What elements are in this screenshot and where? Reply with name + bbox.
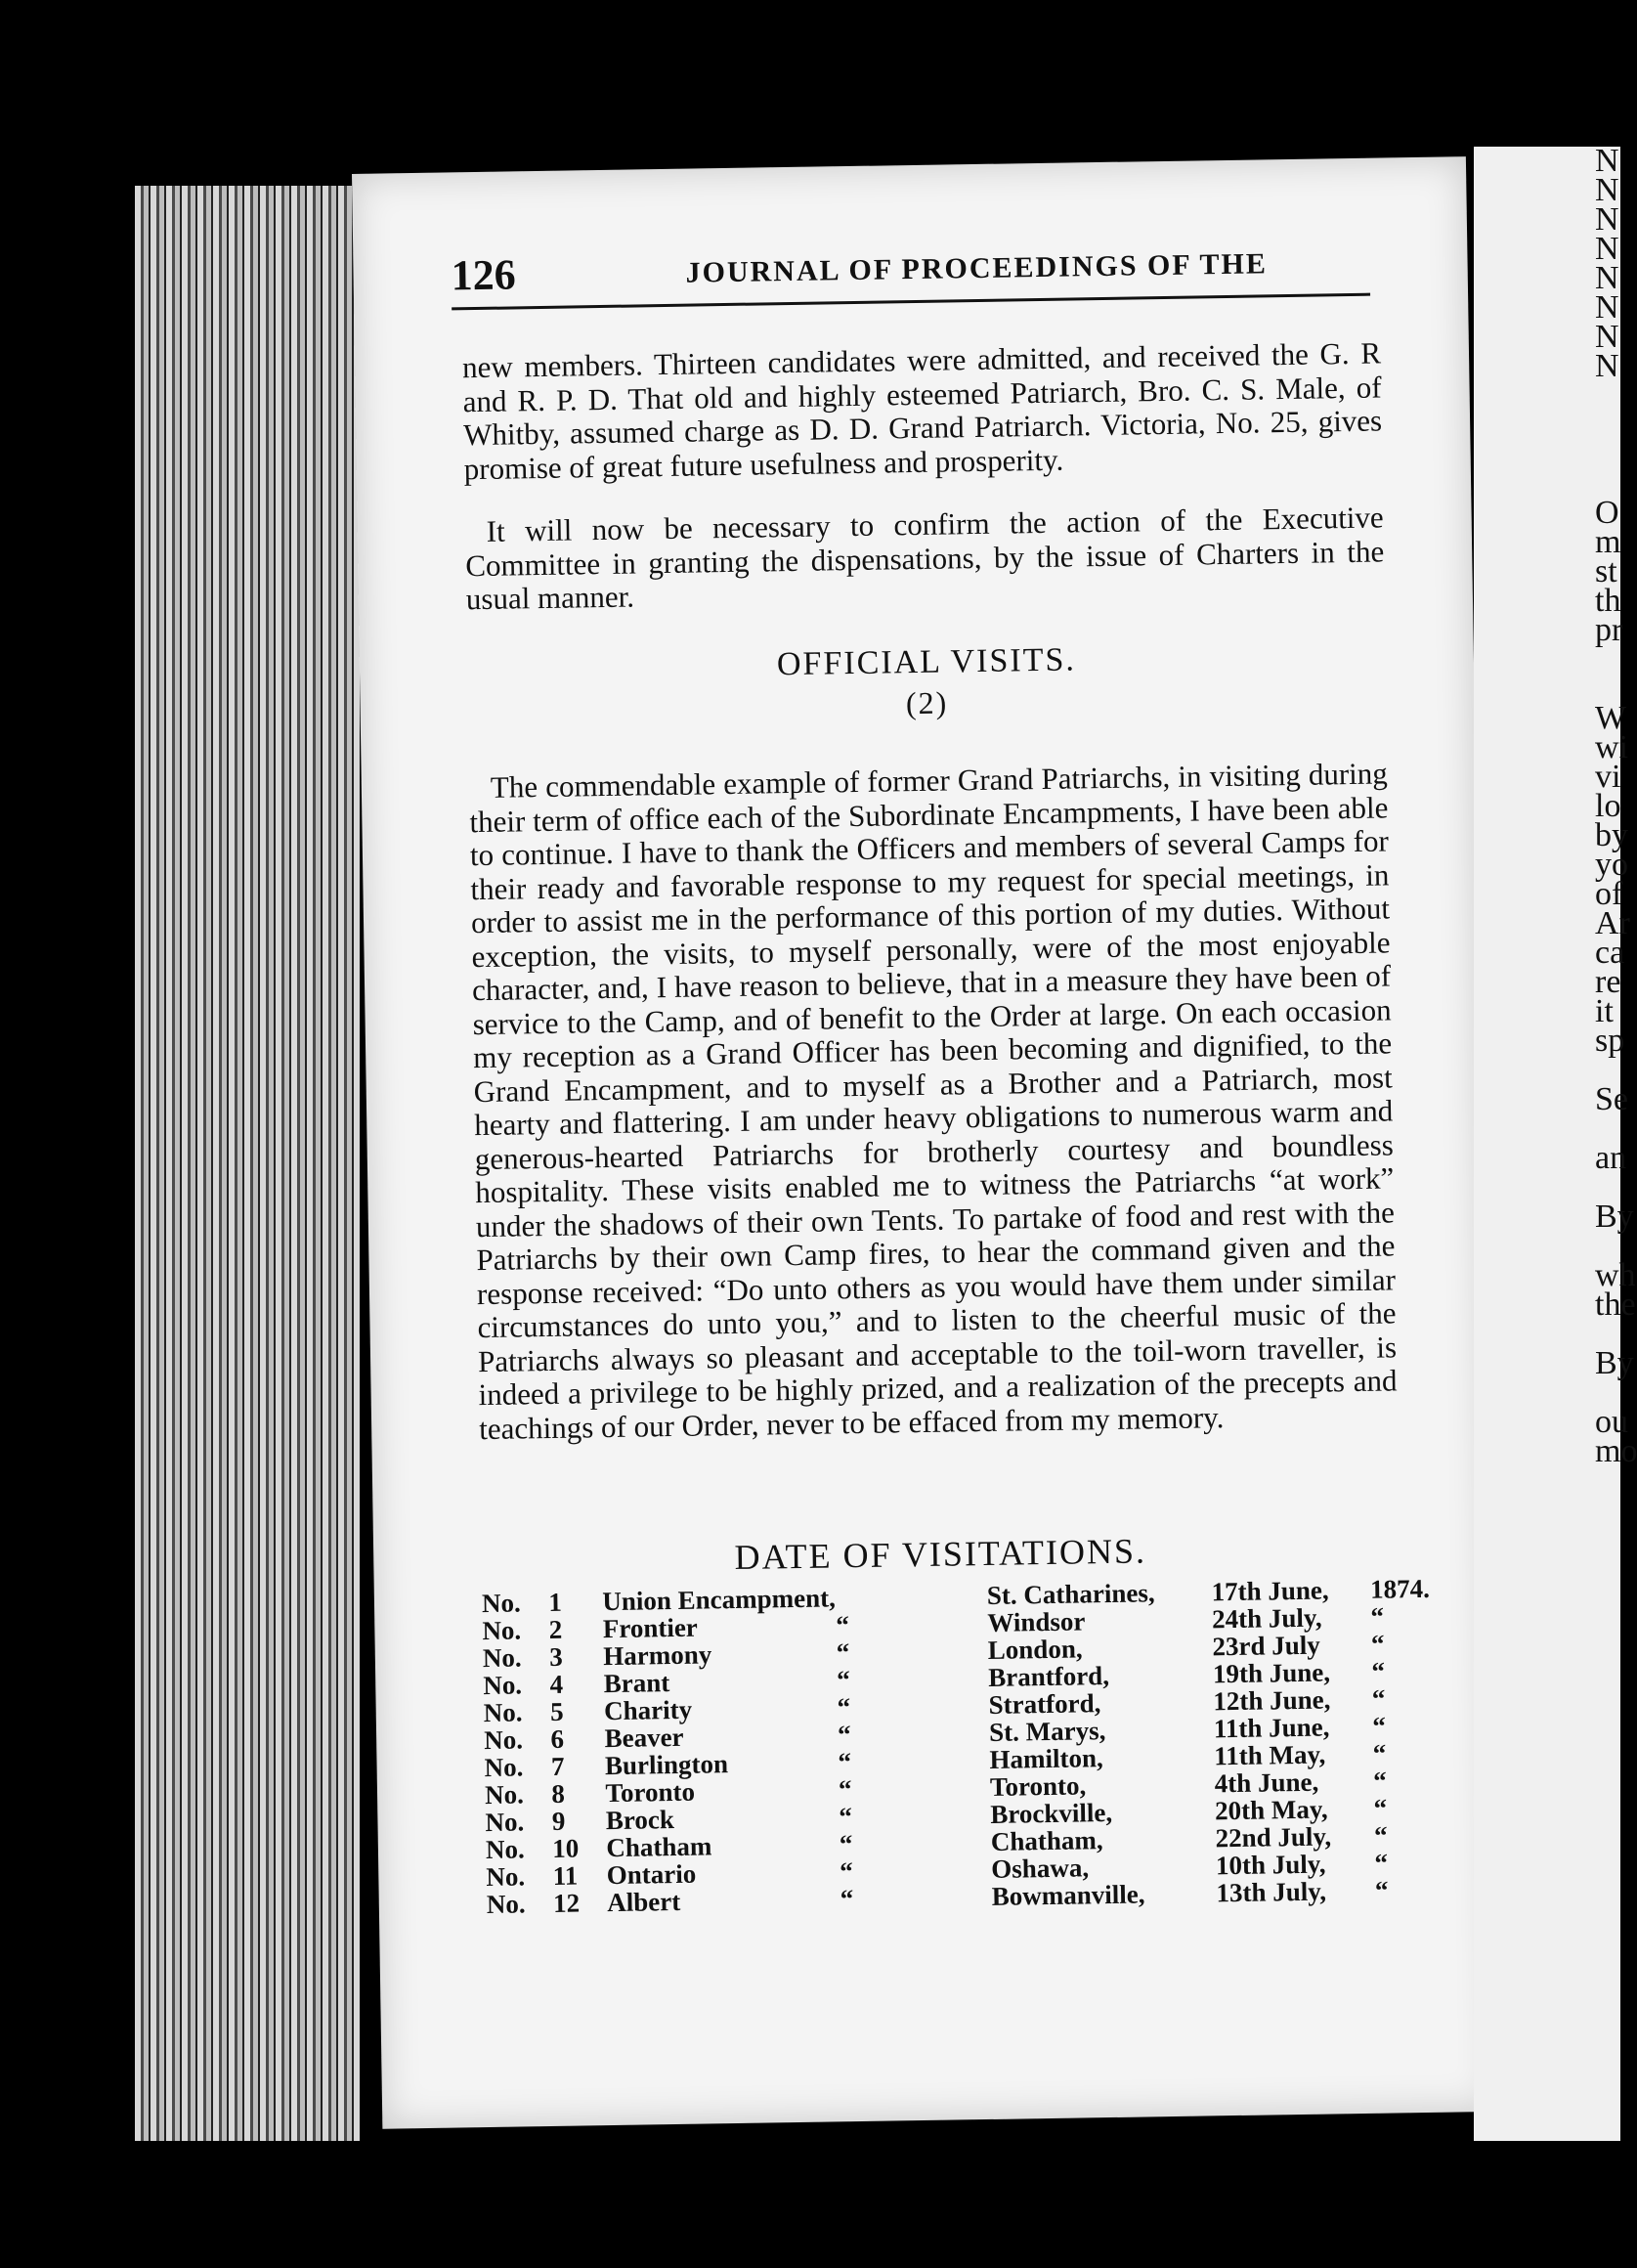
visitations-table: [482, 1574, 1464, 1918]
visit-place: Hamilton,: [989, 1743, 1104, 1774]
visit-year: “: [1371, 1683, 1386, 1714]
visit-date: 20th May,: [1214, 1794, 1328, 1826]
facing-page-line: an: [1595, 1140, 1627, 1176]
facing-page-line: mo: [1595, 1433, 1637, 1469]
encampment-name: Chatham: [606, 1831, 712, 1863]
row-no-label: No.: [483, 1724, 524, 1756]
facing-page-line: by: [1595, 817, 1628, 853]
visit-year: “: [1373, 1820, 1388, 1851]
visit-place: Chatham,: [990, 1825, 1103, 1856]
facing-page-line: st: [1595, 553, 1617, 589]
facing-page-line: m: [1595, 524, 1621, 560]
facing-page-line: wi: [1595, 729, 1628, 765]
encampment-name: Burlington: [604, 1749, 729, 1781]
facing-page-line: ca: [1595, 935, 1625, 971]
ditto-mark: “: [838, 1774, 852, 1805]
ditto-mark: [836, 1582, 987, 1611]
visit-date: 17th June,: [1211, 1575, 1329, 1607]
row-no-label: No.: [482, 1615, 522, 1646]
encampment-number: 2: [548, 1614, 563, 1645]
facing-page-line: re: [1595, 964, 1621, 1000]
encampment-number: 5: [549, 1696, 564, 1727]
facing-page-fragment: [1474, 143, 1637, 2141]
encampment-name: Beaver: [604, 1722, 684, 1754]
visit-date: 10th July,: [1215, 1849, 1326, 1881]
ditto-mark: “: [838, 1747, 852, 1777]
ditto-mark: “: [836, 1637, 850, 1668]
paragraph-charters: It will now be necessary to confirm the action of the Executive Committee in granting the dispensations, by the issue of Charters in the usual manner.: [465, 500, 1385, 617]
visit-date: 13th July,: [1216, 1876, 1327, 1908]
ditto-mark: “: [839, 1802, 853, 1832]
row-no-label: No.: [482, 1642, 522, 1674]
encampment-number: 1: [548, 1587, 563, 1618]
facing-page-line: N: [1595, 231, 1619, 267]
facing-page-line: By: [1595, 1199, 1634, 1235]
facing-page-line: By: [1595, 1345, 1634, 1381]
encampment-name: Ontario: [606, 1858, 697, 1891]
encampment-name: Union Encampment,: [602, 1583, 837, 1617]
row-no-label: No.: [485, 1834, 525, 1865]
facing-page-line: W: [1595, 700, 1627, 736]
visit-place: St. Marys,: [988, 1716, 1106, 1747]
visit-year: “: [1373, 1793, 1388, 1823]
visit-year: “: [1372, 1738, 1387, 1768]
visit-date: 22nd July,: [1215, 1821, 1332, 1854]
page-header: [451, 237, 1370, 310]
visit-year: “: [1374, 1848, 1389, 1878]
encampment-name: Brant: [603, 1668, 670, 1699]
facing-page-line: it: [1595, 993, 1614, 1029]
section-number: (2): [905, 684, 949, 721]
row-no-label: No.: [483, 1697, 523, 1728]
facing-page-line: N: [1595, 260, 1619, 296]
visit-date: 11th June,: [1213, 1712, 1330, 1744]
facing-page-line: Ar: [1595, 905, 1630, 941]
visit-place: Stratford,: [988, 1688, 1101, 1720]
visit-year: “: [1371, 1656, 1386, 1686]
book-page-edges: [135, 186, 360, 2141]
paragraph-official-visits: The commendable example of former Grand Patriarchs, in visiting during their term of office each of the Subordinate Encampments, I have been able to continue. I have to thank the Officers and members of several Camps for their ready and favorable response to my request for special meetings, in order to assist me in the performance of this portion of my duties. Without exception, the visits, to myself personally, were of the most enjoyable character, and, I have reason to believe, that in a measure they have been of service to the Camp, and of benefit to the Order at large. On each occasion my reception as a Grand Officer has been becoming and dignified, to the Grand Encampment, and to myself as a Brother and a Patriarch, most hearty and flattering. I am under heavy obligations to numerous warm and generous-hearted Patriarchs for brotherly courtesy and boundless hospitality. These visits enabled me to witness the Patriarchs “at work” under the shadows of their own Tents. To partake of food and rest with the Patriarchs by their own Camp fires, to hear the command given and the response received: “Do unto others as you would have them under similar circumstances do unto you,” and to listen to the cheerful music of the Patriarchs always so pleasant and acceptable to the toil-worn traveller, is indeed a privilege to be highly prized, and a realization of the precepts and teachings of our Order, never to be effaced from my memory.: [469, 756, 1398, 1446]
encampment-name: Frontier: [602, 1612, 699, 1644]
visit-place: Brockville,: [990, 1797, 1113, 1829]
facing-page-line: sp: [1595, 1023, 1625, 1059]
encampment-number: 12: [552, 1888, 581, 1918]
visit-year: “: [1370, 1601, 1385, 1632]
visit-year: “: [1374, 1875, 1389, 1905]
visit-date: 4th June,: [1214, 1766, 1319, 1799]
facing-page-line: Se: [1595, 1081, 1628, 1117]
row-no-label: No.: [481, 1588, 521, 1619]
facing-page-line: the: [1595, 1287, 1636, 1323]
visit-year: “: [1372, 1766, 1387, 1796]
visit-place: Bowmanville,: [991, 1879, 1145, 1911]
section-heading-date-of-visitations: DATE OF VISITATIONS.: [734, 1531, 1147, 1578]
encampment-number: 10: [552, 1833, 580, 1863]
row-no-label: No.: [486, 1889, 526, 1920]
ditto-mark: “: [836, 1665, 850, 1695]
encampment-name: Toronto: [605, 1776, 696, 1809]
visit-year: “: [1372, 1711, 1387, 1741]
running-head: JOURNAL OF PROCEEDINGS OF THE: [685, 247, 1269, 289]
facing-page-line: O: [1595, 495, 1619, 531]
encampment-number: 9: [551, 1806, 566, 1836]
visitations-table-body: [482, 1574, 1464, 1918]
facing-page-line: th: [1595, 583, 1621, 619]
visit-date: 24th July,: [1211, 1602, 1322, 1635]
page-number: 126: [451, 250, 517, 300]
visit-year: 1874.: [1369, 1573, 1431, 1604]
visit-date: 19th June,: [1212, 1657, 1331, 1689]
encampment-number: 6: [550, 1723, 565, 1754]
encampment-name: Brock: [605, 1805, 675, 1836]
section-heading-official-visits: OFFICIAL VISITS.: [776, 641, 1077, 683]
encampment-number: 8: [551, 1778, 566, 1809]
facing-page-line: N: [1595, 289, 1619, 326]
facing-page-line: pr: [1595, 612, 1623, 648]
visit-place: Brantford,: [987, 1661, 1110, 1692]
visit-place: St. Catharines,: [986, 1578, 1155, 1610]
facing-page-line: N: [1595, 319, 1619, 355]
facing-page-line: N: [1595, 172, 1619, 208]
row-no-label: No.: [484, 1752, 524, 1783]
facing-page-text: [1474, 143, 1637, 1469]
visit-year: “: [1370, 1629, 1385, 1659]
row-no-label: No.: [484, 1779, 525, 1810]
ditto-mark: “: [839, 1829, 853, 1859]
visit-date: 23rd July: [1212, 1630, 1321, 1662]
ditto-mark: “: [840, 1856, 854, 1887]
facing-page-line: ou: [1595, 1404, 1628, 1440]
paragraph-new-members: new members. Thirteen candidates were admitted, and received the G. R and R. P. D. That old and highly esteemed Patriarch, Bro. C. S. Male, of Whitby, assumed charge as D. D. Grand Patriarch. Victoria, No. 25, gives promise of great future usefulness and prosperity.: [461, 335, 1383, 486]
facing-page-line: yo: [1595, 847, 1628, 883]
book-page: [352, 156, 1496, 2129]
encampment-name: Charity: [603, 1694, 693, 1726]
ditto-mark: “: [840, 1884, 854, 1914]
facing-page-line: N: [1595, 201, 1619, 238]
row-no-label: No.: [483, 1670, 523, 1701]
visit-place: Windsor: [987, 1606, 1086, 1637]
encampment-number: 7: [550, 1751, 565, 1781]
encampment-name: Albert: [606, 1886, 681, 1918]
encampment-name: Harmony: [603, 1639, 712, 1672]
encampment-number: 4: [549, 1669, 564, 1700]
encampment-number: 11: [552, 1860, 579, 1891]
visit-place: London,: [987, 1634, 1083, 1665]
ditto-mark: “: [837, 1692, 851, 1723]
row-no-label: No.: [485, 1807, 525, 1838]
ditto-mark: “: [836, 1610, 850, 1640]
facing-page-line: N: [1595, 143, 1619, 179]
visit-date: 11th May,: [1214, 1739, 1326, 1771]
facing-page-line: wh: [1595, 1257, 1636, 1293]
visit-date: 12th June,: [1213, 1684, 1331, 1717]
visit-place: Oshawa,: [991, 1853, 1090, 1884]
facing-page-line: of: [1595, 876, 1623, 912]
encampment-number: 3: [548, 1641, 563, 1673]
visit-place: Toronto,: [989, 1770, 1087, 1802]
facing-page-line: N: [1595, 348, 1619, 384]
ditto-mark: “: [837, 1720, 851, 1750]
facing-page-line: lo: [1595, 788, 1621, 824]
facing-page-line: vi: [1595, 759, 1621, 795]
row-no-label: No.: [486, 1861, 526, 1893]
